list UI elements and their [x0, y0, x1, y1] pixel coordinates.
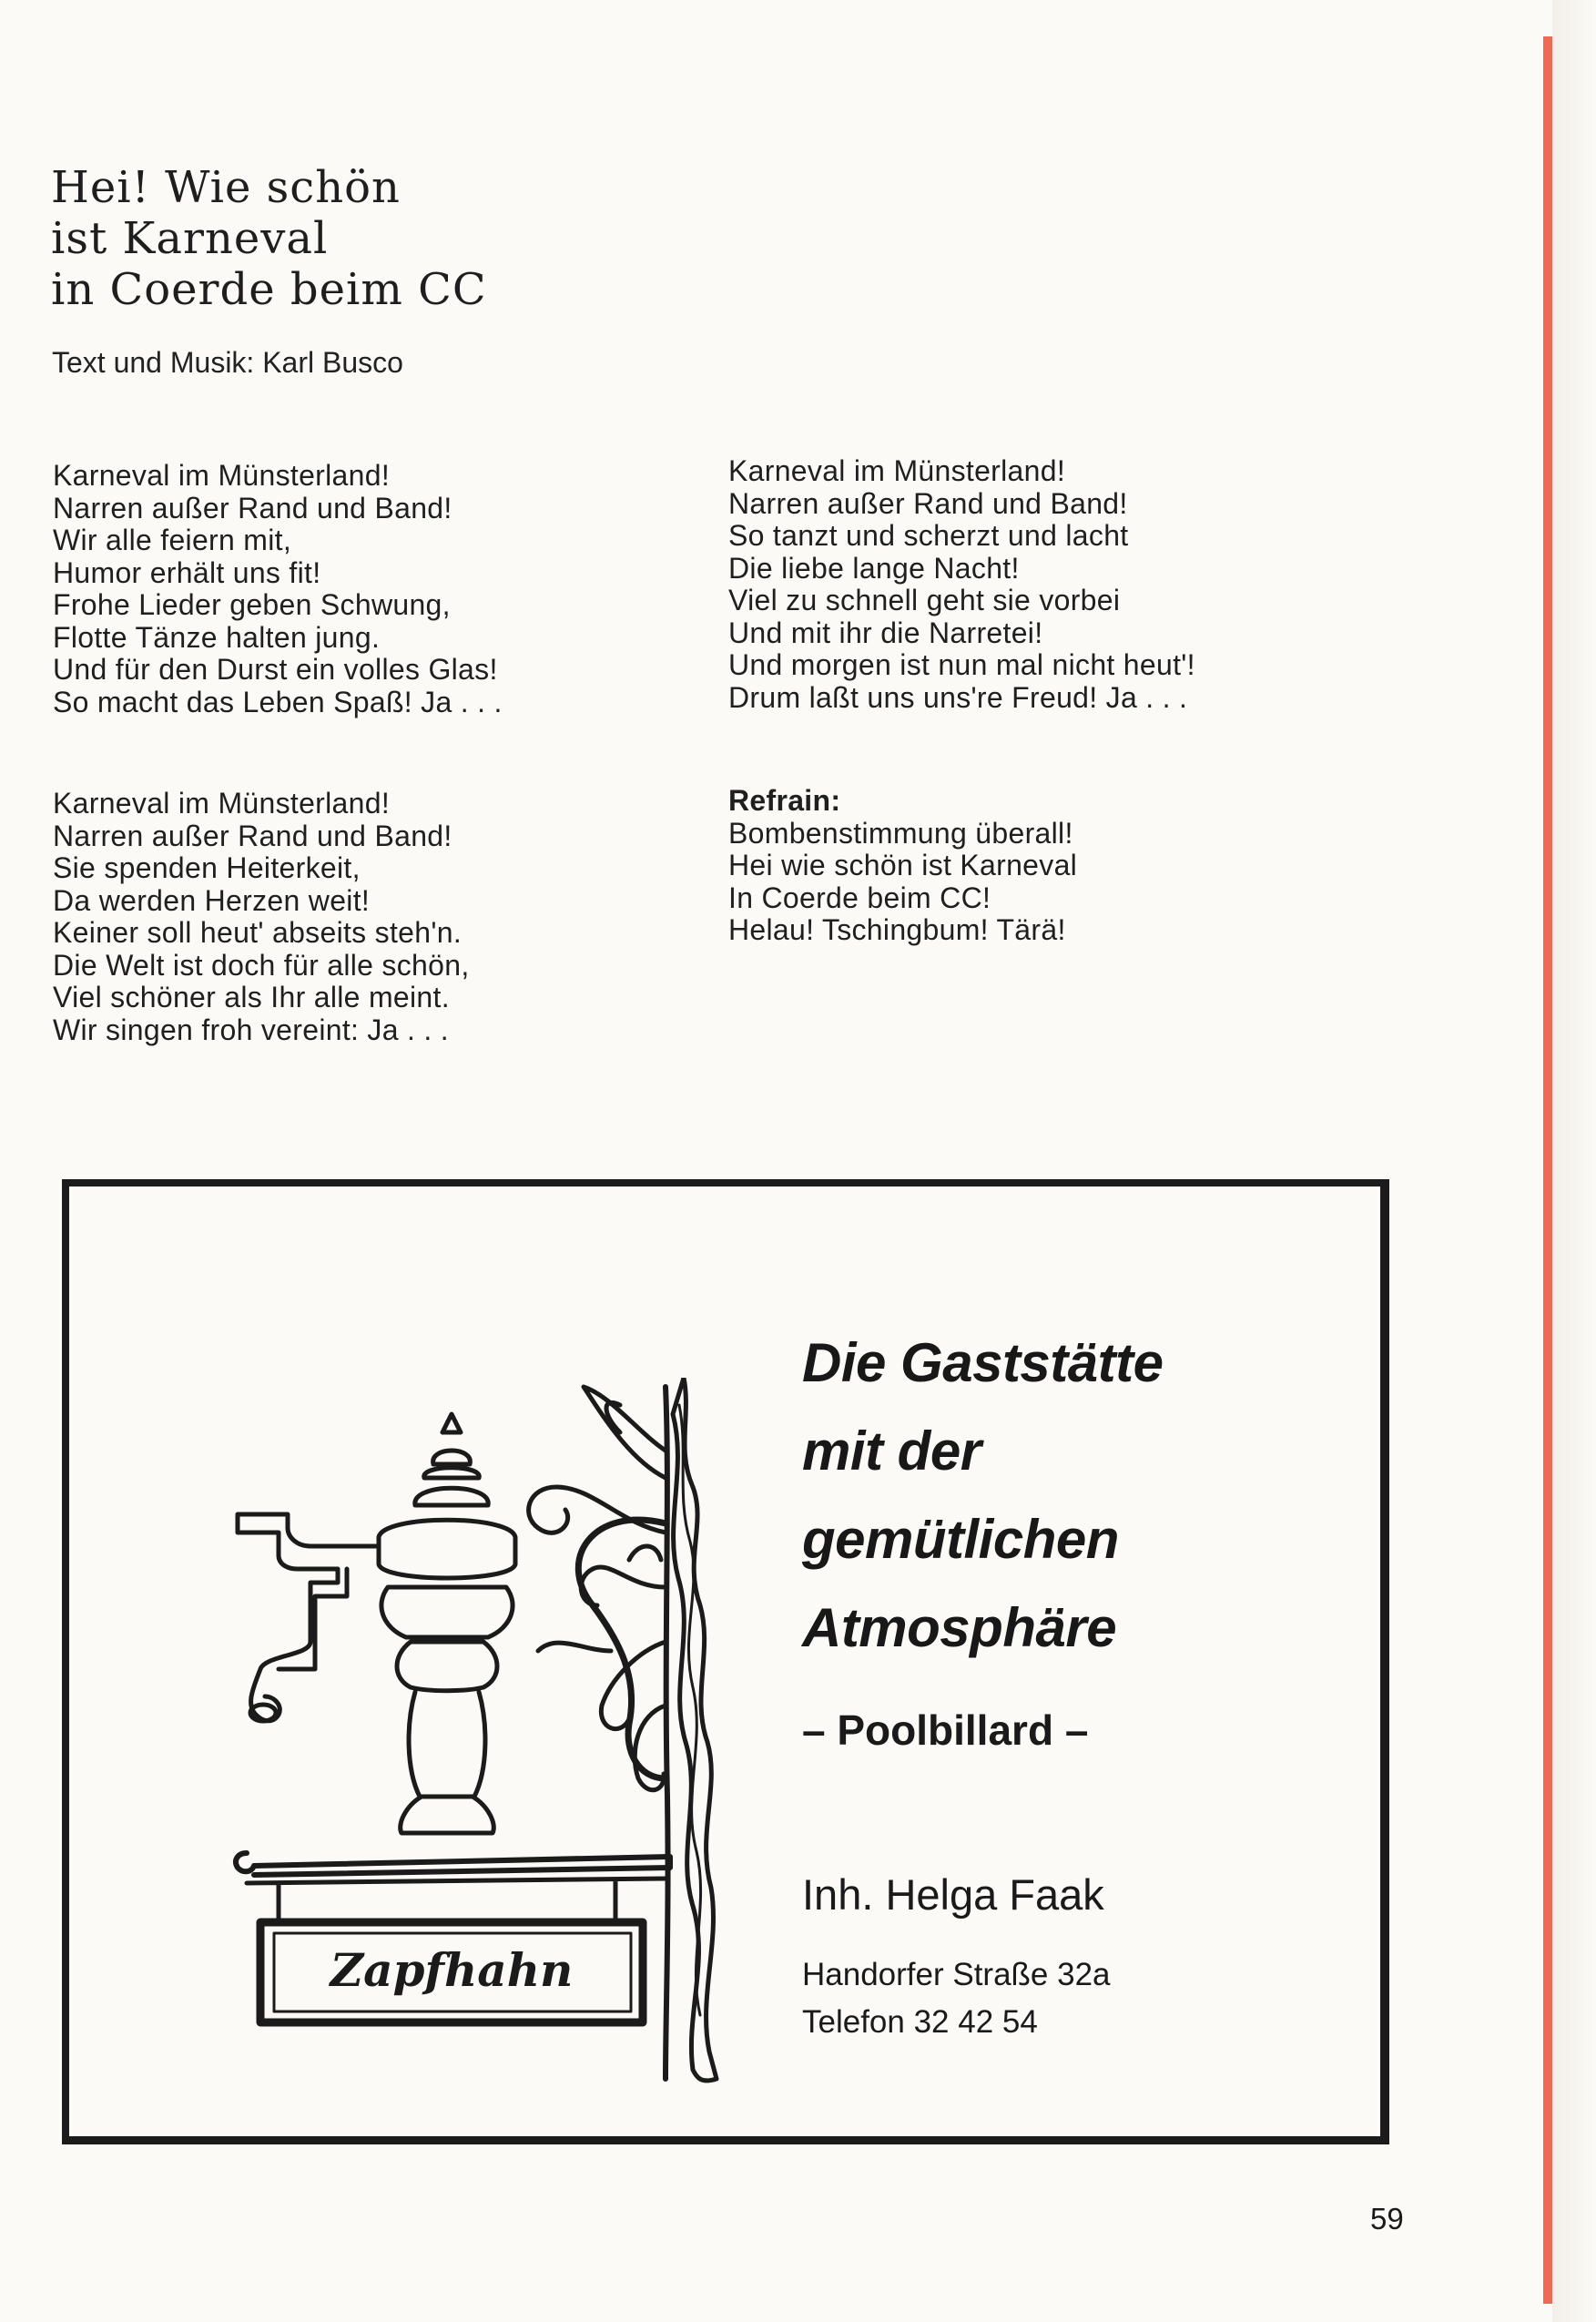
ad-owner: Inh. Helga Faak — [802, 1870, 1104, 1919]
ad-headline — [802, 1319, 1163, 1672]
refrain-line: In Coerde beim CC! — [728, 881, 991, 914]
verse-line: Sie spenden Heiterkeit, — [53, 851, 361, 884]
tap-spout — [238, 1514, 379, 1721]
ad-feature: – Poolbillard – — [802, 1706, 1089, 1754]
verse-line: Karneval im Münsterland! — [53, 459, 391, 492]
verse-line: Keiner soll heut' abseits steh'n. — [53, 916, 463, 949]
verse-line: So tanzt und scherzt und lacht — [728, 519, 1129, 552]
verse-line: Flotte Tänze halten jung. — [53, 620, 381, 654]
tap-top — [415, 1414, 488, 1505]
song-title-line: ist Karneval — [51, 213, 329, 264]
verse-line: Die Welt ist doch für alle schön, — [53, 948, 470, 982]
ad-headline-line: gemütlichen — [802, 1509, 1119, 1570]
refrain-line: Bombenstimmung überall! — [728, 816, 1073, 850]
bracket-scroll — [529, 1387, 666, 1790]
ad-phone: Telefon 32 42 54 — [802, 2004, 1038, 2040]
verse-line: Karneval im Münsterland! — [728, 454, 1066, 487]
verse-line: Drum laßt uns uns're Freud! Ja . . . — [728, 680, 1188, 714]
sign-rod — [236, 1853, 670, 1875]
song-title-line: in Coerde beim CC — [51, 264, 487, 315]
verse-1 — [53, 460, 503, 718]
ad-street: Handorfer Straße 32a — [802, 1957, 1111, 1992]
tap-body — [379, 1520, 515, 1578]
song-title-line: Hei! Wie schön — [51, 162, 401, 213]
advertisement-box — [62, 1179, 1389, 2144]
page-number: 59 — [1370, 2202, 1404, 2235]
tavern-sign-illustration — [210, 1378, 775, 2088]
song-title — [51, 162, 487, 315]
refrain-line: Helau! Tschingbum! Tärä! — [728, 913, 1066, 946]
page-edge-stripe — [1543, 36, 1552, 2304]
verse-line: Und mit ihr die Narretei! — [728, 616, 1043, 649]
verse-line: Viel schöner als Ihr alle meint. — [53, 981, 450, 1013]
ad-headline-line: Die Gaststätte — [802, 1332, 1164, 1393]
verse-line: Die liebe lange Nacht! — [728, 551, 1020, 585]
sign-board-text: Zapfhahn — [330, 1943, 574, 1997]
refrain — [728, 785, 1077, 947]
verse-2 — [728, 455, 1195, 714]
refrain-line: Hei wie schön ist Karneval — [728, 849, 1078, 881]
verse-line: Viel zu schnell geht sie vorbei — [728, 584, 1121, 616]
song-credit: Text und Musik: Karl Busco — [52, 346, 403, 379]
verse-line: Wir alle feiern mit, — [53, 524, 292, 556]
verse-line: Und für den Durst ein volles Glas! — [53, 653, 498, 686]
ad-contact — [802, 1951, 1111, 2046]
ad-headline-line: mit der — [802, 1421, 981, 1482]
ad-headline-line: Atmosphäre — [802, 1597, 1117, 1658]
tap-column — [397, 1642, 497, 1833]
verse-line: Da werden Herzen weit! — [53, 883, 371, 917]
verse-line: Narren außer Rand und Band! — [53, 819, 452, 852]
verse-line: Narren außer Rand und Band! — [728, 486, 1128, 520]
verse-line: Karneval im Münsterland! — [53, 787, 391, 820]
verse-line: Wir singen froh vereint: Ja . . . — [53, 1013, 449, 1046]
verse-line: Humor erhält uns fit! — [53, 555, 321, 589]
verse-line: Frohe Lieder geben Schwung, — [53, 588, 451, 621]
page-edge-shadow — [1552, 0, 1596, 2322]
verse-line: Narren außer Rand und Band! — [53, 491, 452, 524]
verse-3 — [53, 788, 470, 1046]
refrain-heading: Refrain: — [728, 784, 841, 817]
verse-line: So macht das Leben Spaß! Ja . . . — [53, 685, 503, 718]
verse-line: Und morgen ist nun mal nicht heut'! — [728, 648, 1195, 681]
